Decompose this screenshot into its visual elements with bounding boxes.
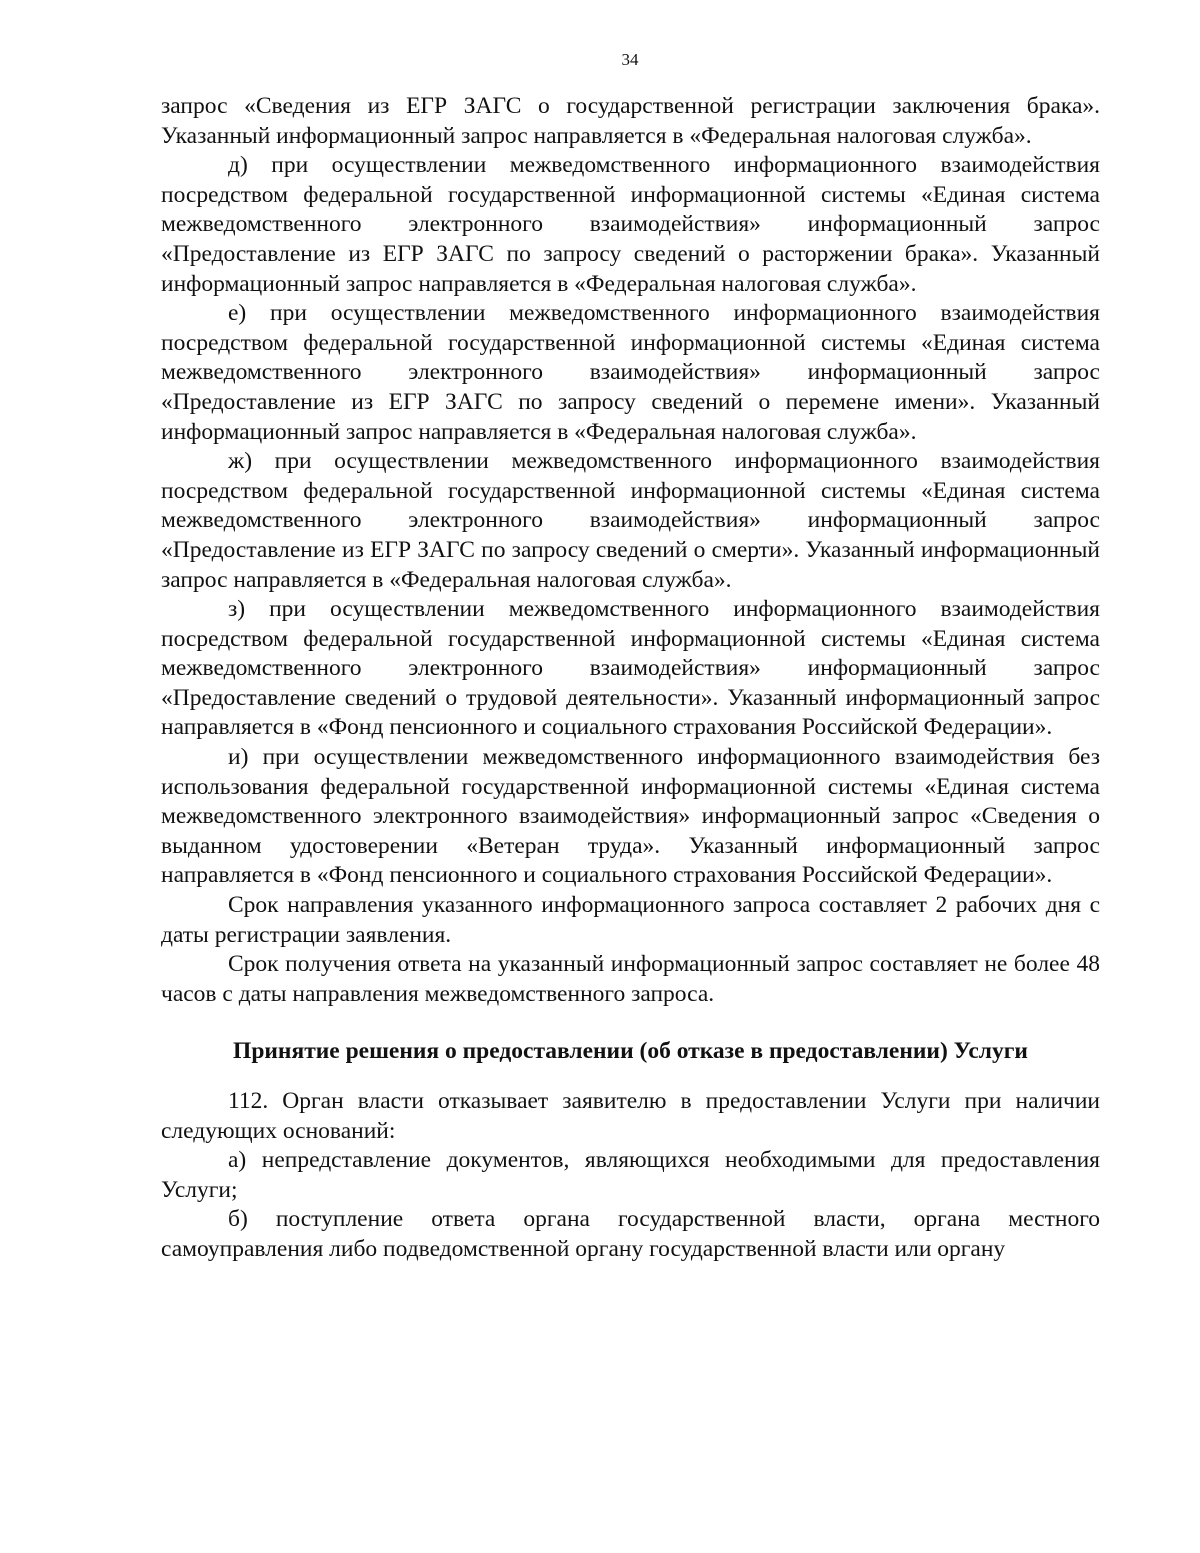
paragraph-request-marriage: запрос «Сведения из ЕГР ЗАГС о государственной регистрации заключения брака». Указанный информационный запрос направляется в «Федеральная налоговая служба». xyxy=(161,93,1100,149)
paragraph-item-a: а) непредставление документов, являющихся необходимыми для предоставления Услуги; xyxy=(161,1147,1100,1203)
paragraph-response-deadline: Срок получения ответа на указанный информационный запрос составляет не более 48 часов с даты направления межведомственного запроса. xyxy=(161,951,1100,1007)
page-number: 34 xyxy=(621,50,639,69)
paragraph-item-z: з) при осуществлении межведомственного информационного взаимодействия посредством федеральной государственной информационной системы «Единая система межведомственного электронного взаимодействия» информационный запрос «Предоставление сведений о трудовой деятельности». Указанный информационный запрос направляется в «Фонд пенсионного и социального страхования Российской Федерации». xyxy=(161,596,1100,741)
section-title: Принятие решения о предоставлении (об отказе в предоставлении) Услуги xyxy=(233,1038,1028,1065)
paragraph-request-deadline: Срок направления указанного информационного запроса составляет 2 рабочих дня с даты регистрации заявления. xyxy=(161,892,1100,948)
paragraph-item-d: д) при осуществлении межведомственного информационного взаимодействия посредством федеральной государственной информационной системы «Единая система межведомственного электронного взаимодействия» информационный запрос «Предоставление из ЕГР ЗАГС по запросу сведений о расторжении брака». Указанный информационный запрос направляется в «Федеральная налоговая служба». xyxy=(161,152,1100,297)
paragraph-item-i: и) при осуществлении межведомственного информационного взаимодействия без использования федеральной государственной информационной системы «Единая система межведомственного электронного взаимодействия» информационный запрос «Сведения о выданном удостоверении «Ветеран труда». Указанный информационный запрос направляется в «Фонд пенсионного и социального страхования Российской Федерации». xyxy=(161,744,1100,889)
paragraph-item-zh: ж) при осуществлении межведомственного информационного взаимодействия посредством федеральной государственной информационной системы «Единая система межведомственного электронного взаимодействия» информационный запрос «Предоставление из ЕГР ЗАГС по запросу сведений о смерти». Указанный информационный запрос направляется в «Федеральная налоговая служба». xyxy=(161,448,1100,593)
paragraph-item-b: б) поступление ответа органа государственной власти, органа местного самоуправления либо подведомственной органу государственной власти или органу xyxy=(161,1206,1100,1262)
document-body xyxy=(161,92,1100,1265)
paragraph-item-e: е) при осуществлении межведомственного информационного взаимодействия посредством федеральной государственной информационной системы «Единая система межведомственного электронного взаимодействия» информационный запрос «Предоставление из ЕГР ЗАГС по запросу сведений о перемене имени». Указанный информационный запрос направляется в «Федеральная налоговая служба». xyxy=(161,300,1100,445)
paragraph-112: 112. Орган власти отказывает заявителю в предоставлении Услуги при наличии следующих оснований: xyxy=(161,1088,1100,1144)
